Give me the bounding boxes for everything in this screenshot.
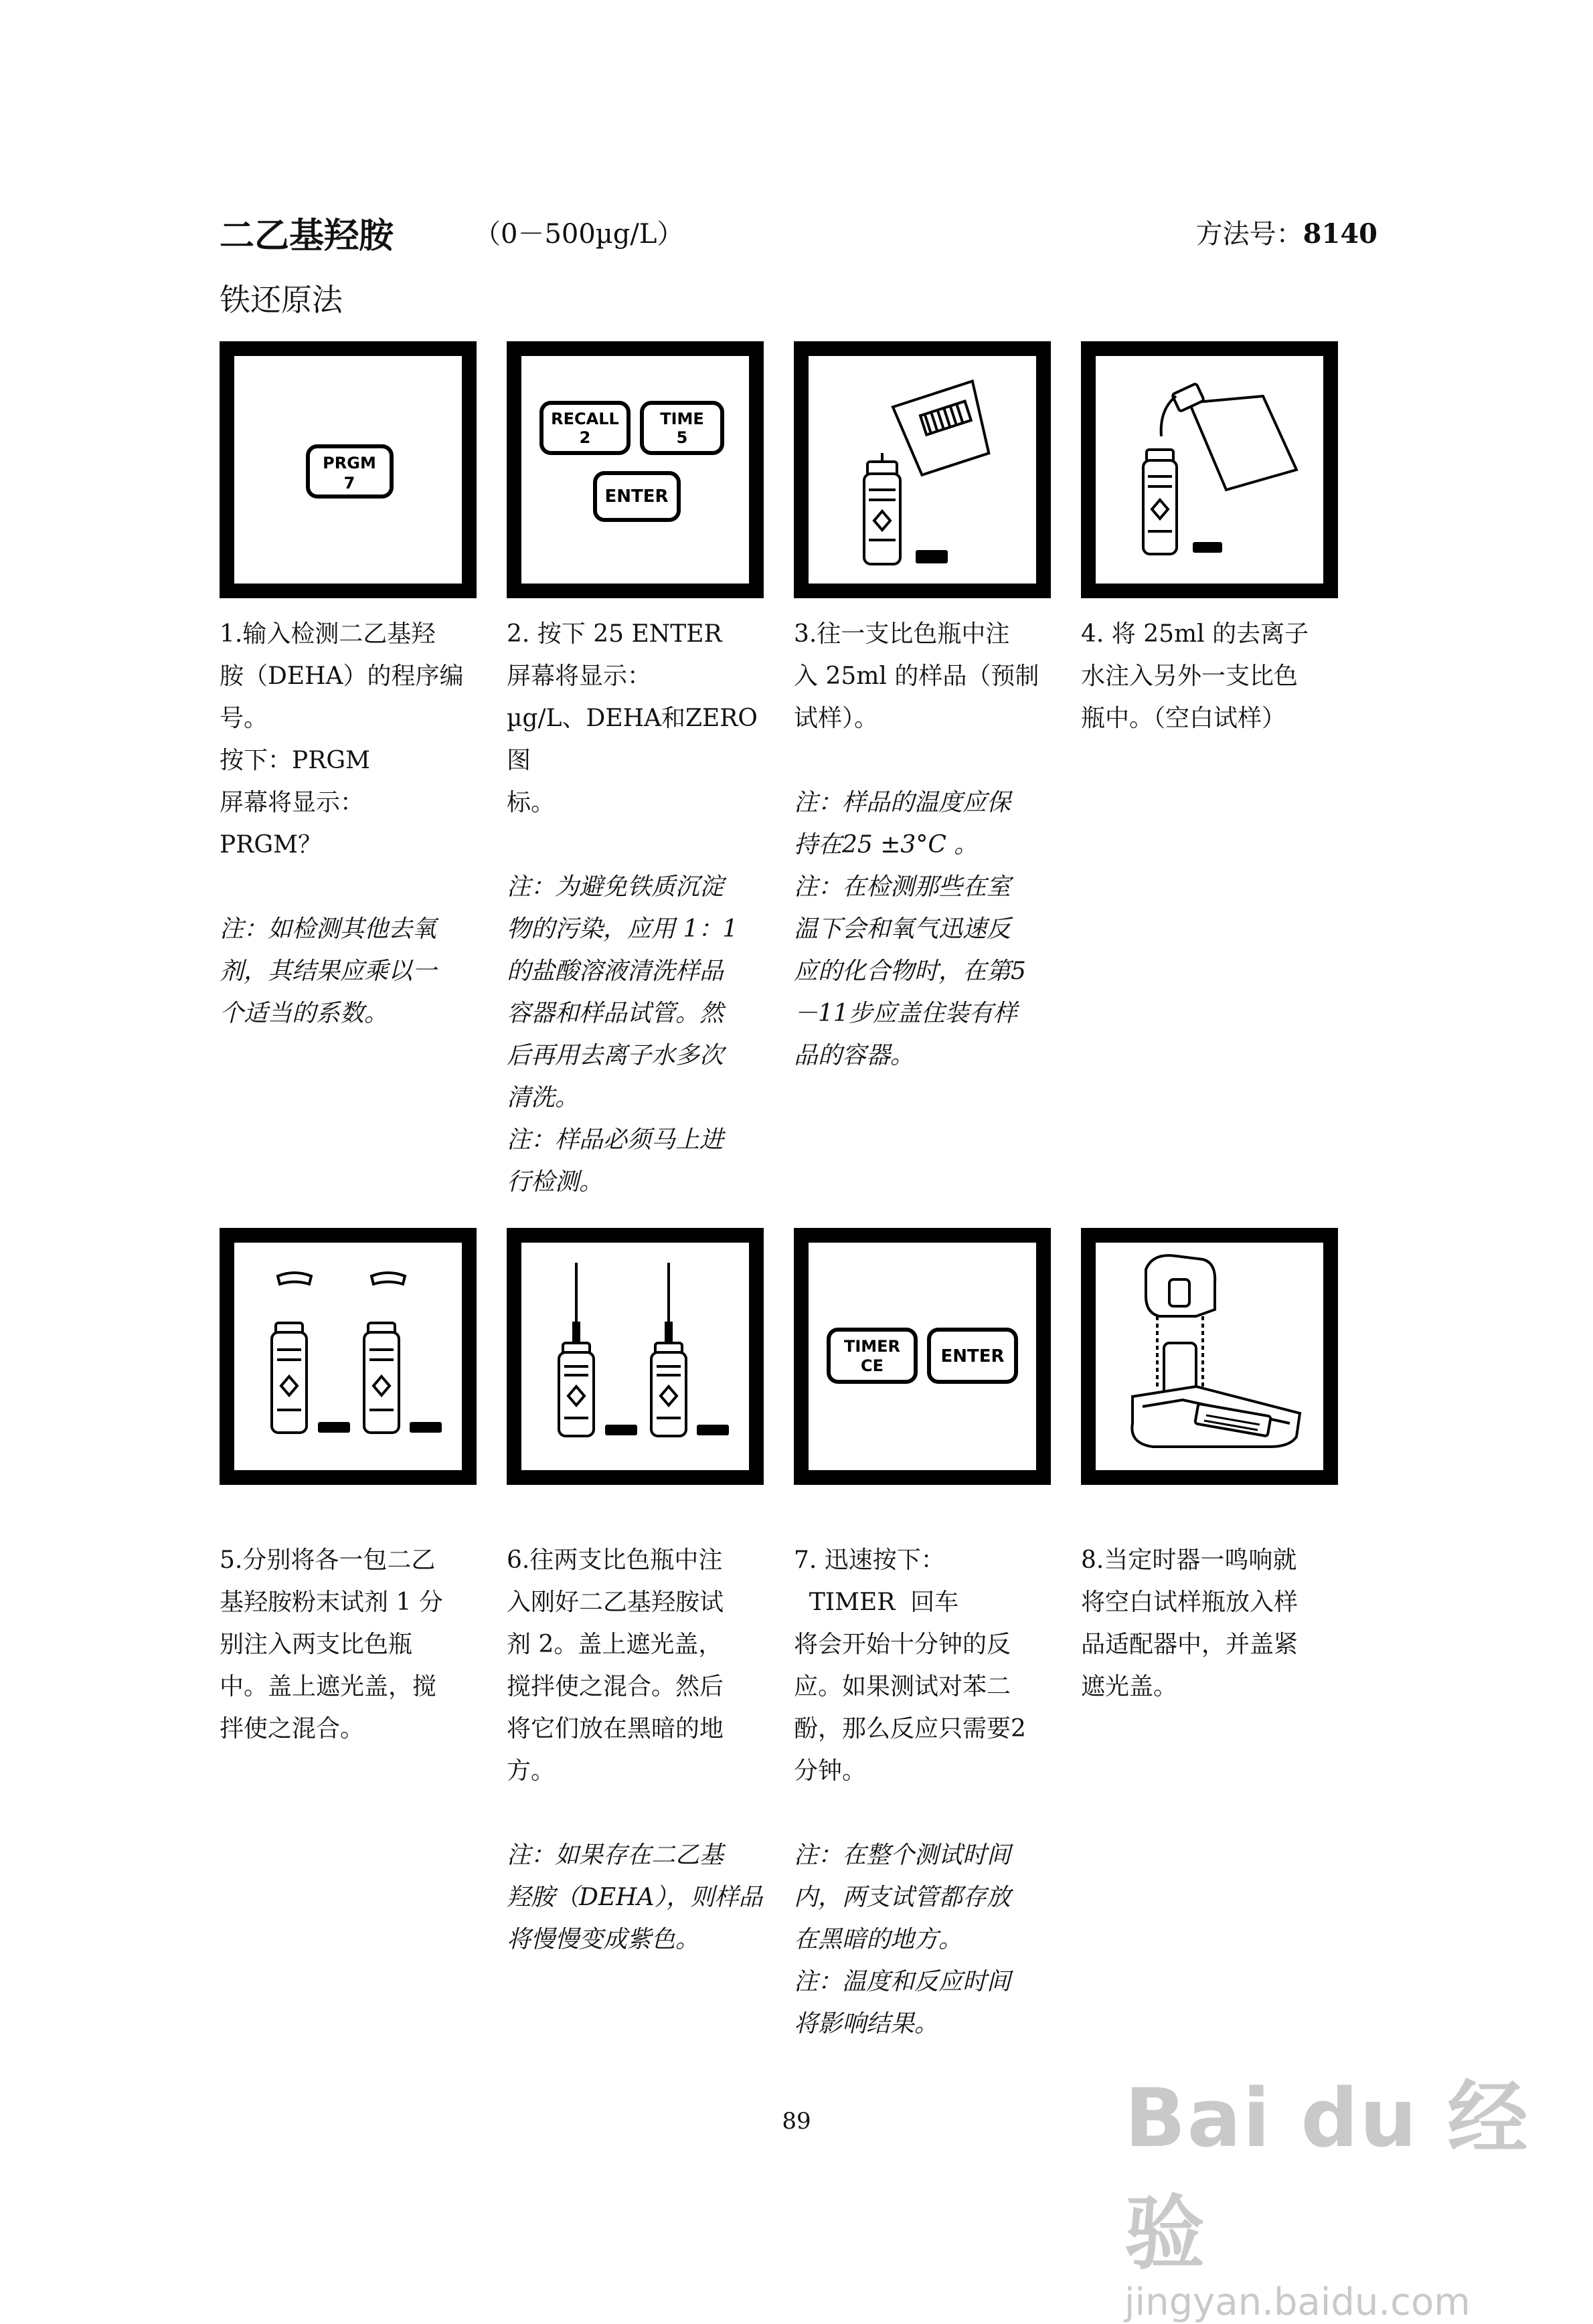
step-3-note: 温下会和氧气迅速反: [794, 915, 1011, 943]
step-3-note: 注：在检测那些在室: [794, 873, 1011, 901]
page-number: 89: [782, 2108, 811, 2135]
step-3-text: [794, 613, 1058, 1077]
step-6-text: [507, 1539, 771, 1961]
step-6-line: 入刚好二乙基羟胺试: [507, 1589, 724, 1616]
prgm-key-label: PRGM: [323, 454, 376, 472]
step-6-note: 羟胺（DEHA），则样品: [507, 1884, 763, 1911]
keypad-prgm-icon: [234, 356, 462, 584]
step-7-note: 注：温度和反应时间: [794, 1968, 1011, 1995]
time-key-label: TIME: [660, 410, 704, 428]
step-4-line: 瓶中。（空白试样）: [1081, 705, 1286, 732]
step-3-line: 3.往一支比色瓶中注: [794, 620, 1010, 648]
step-7-note: 将影响结果。: [794, 2010, 939, 2038]
watermark-brand: Bai du 经验: [1124, 2072, 1529, 2281]
instrument-adapter-icon: [1096, 1243, 1323, 1470]
step-7-line: 7. 迅速按下：: [794, 1546, 945, 1574]
step-5-illustration: [220, 1228, 477, 1485]
step-7-illustration: [794, 1228, 1051, 1485]
step-7-line: 应。如果测试对苯二: [794, 1673, 1011, 1700]
step-6-line: 方。: [507, 1757, 556, 1785]
step-1-note: 剂，其结果应乘以一: [220, 958, 437, 985]
step-3-note: 持在25 ±3°C 。: [794, 831, 979, 859]
step-8-line: 8.当定时器一鸣响就: [1081, 1546, 1297, 1574]
stir-cells-icon: [521, 1243, 749, 1470]
step-7-note: 在黑暗的地方。: [794, 1926, 963, 1953]
step-6-line: 搅拌使之混合。然后: [507, 1673, 724, 1700]
step-8-line: 遮光盖。: [1081, 1673, 1178, 1700]
enter-key-label: ENTER: [940, 1346, 1005, 1366]
step-1-line: 胺（DEHA）的程序编: [220, 662, 464, 690]
step-7-line: 酚，那么反应只需要2: [794, 1715, 1026, 1742]
step-6-note: 注：如果存在二乙基: [507, 1842, 724, 1869]
step-1-text: [220, 613, 484, 1035]
step-4-text: [1081, 613, 1345, 739]
step-2-note: 的盐酸溶液清洗样品: [507, 958, 724, 985]
timer-key-label: TIMER: [843, 1337, 901, 1356]
step-6-illustration: [507, 1228, 764, 1485]
step-5-line: 别注入两支比色瓶: [220, 1631, 413, 1658]
powder-pillows-icon: [234, 1243, 462, 1470]
step-7-line: 分钟。: [794, 1757, 867, 1785]
watermark: [1124, 2054, 1539, 2324]
step-2-line: 标。: [507, 789, 556, 816]
step-5-line: 拌使之混合。: [220, 1715, 365, 1742]
step-2-line: 2. 按下 25 ENTER: [507, 620, 722, 648]
keypad-recall-time-enter-icon: [521, 356, 749, 584]
step-1-line: PRGM？: [220, 831, 322, 859]
step-7-note: 注：在整个测试时间: [794, 1842, 1011, 1869]
step-2-note: 注：为避免铁质沉淀: [507, 873, 724, 901]
step-1-line: 屏幕将显示：: [220, 789, 365, 816]
step-4-illustration: [1081, 341, 1338, 598]
step-6-line: 剂 2。盖上遮光盖，: [507, 1631, 723, 1658]
method-label: 方法号：: [1195, 219, 1303, 250]
step-1-illustration: [220, 341, 477, 598]
step-3-note: 注：样品的温度应保: [794, 789, 1011, 816]
step-7-text: [794, 1539, 1058, 2045]
step-3-illustration: [794, 341, 1051, 598]
recall-key-label: RECALL: [551, 410, 619, 428]
prgm-key-number: 7: [343, 474, 355, 493]
measurement-range: （0－500µg/L）: [474, 219, 684, 250]
step-3-note: －11步应盖住装有样: [794, 1000, 1017, 1027]
time-key-number: 5: [676, 428, 688, 447]
step-5-line: 5.分别将各一包二乙: [220, 1546, 436, 1574]
step-2-text: [507, 613, 771, 1203]
method-value: 8140: [1303, 218, 1377, 250]
step-3-note: 品的容器。: [794, 1042, 915, 1069]
step-3-note: 应的化合物时，在第5: [794, 958, 1026, 985]
step-1-note: 注：如检测其他去氧: [220, 915, 437, 943]
page-title: 二乙基羟胺: [220, 216, 394, 256]
step-2-note: 物的污染，应用 1：1: [507, 915, 738, 943]
method-number: [1196, 213, 1377, 251]
step-3-line: 入 25ml 的样品（预制: [794, 662, 1039, 690]
step-5-line: 基羟胺粉末试剂 1 分: [220, 1589, 443, 1616]
page-header: [220, 207, 1377, 268]
step-5-line: 中。盖上遮光盖，搅: [220, 1673, 437, 1700]
step-2-illustration: [507, 341, 764, 598]
step-4-line: 4. 将 25ml 的去离子: [1081, 620, 1309, 648]
pour-sample-icon: [809, 356, 1036, 584]
step-7-line: TIMER 回车: [794, 1589, 959, 1616]
step-5-text: [220, 1539, 484, 1750]
timer-key-sub: CE: [860, 1356, 884, 1375]
step-7-note: 内，两支试管都存放: [794, 1884, 1011, 1911]
enter-key-label: ENTER: [604, 486, 669, 507]
step-1-line: 号。: [220, 705, 268, 732]
step-2-note: 行检测。: [507, 1168, 604, 1196]
step-8-text: [1081, 1539, 1345, 1708]
step-6-note: 将慢慢变成紫色。: [507, 1926, 700, 1953]
keypad-timer-enter-icon: [809, 1243, 1036, 1470]
step-6-line: 6.往两支比色瓶中注: [507, 1546, 723, 1574]
step-2-note: 容器和样品试管。然: [507, 1000, 724, 1027]
step-2-note: 清洗。: [507, 1084, 580, 1111]
step-7-line: 将会开始十分钟的反: [794, 1631, 1011, 1658]
watermark-url: jingyan.baidu.com: [1124, 2281, 1471, 2324]
step-8-line: 品适配器中，并盖紧: [1081, 1631, 1298, 1658]
step-2-note: 注：样品必须马上进: [507, 1126, 724, 1154]
step-1-line: 按下：PRGM: [220, 747, 370, 774]
step-2-note: 后再用去离子水多次: [507, 1042, 724, 1069]
wash-bottle-icon: [1096, 356, 1323, 584]
step-4-line: 水注入另外一支比色: [1081, 662, 1298, 690]
step-2-line: µg/L、DEHA和ZERO图: [507, 705, 758, 774]
step-6-line: 将它们放在黑暗的地: [507, 1715, 724, 1742]
step-3-line: 试样）。: [794, 705, 879, 732]
method-subtitle: 铁还原法: [220, 282, 343, 318]
step-1-line: 1.输入检测二乙基羟: [220, 620, 436, 648]
step-8-illustration: [1081, 1228, 1338, 1485]
step-8-line: 将空白试样瓶放入样: [1081, 1589, 1298, 1616]
step-2-line: 屏幕将显示：: [507, 662, 652, 690]
step-1-note: 个适当的系数。: [220, 1000, 389, 1027]
recall-key-number: 2: [579, 428, 591, 447]
